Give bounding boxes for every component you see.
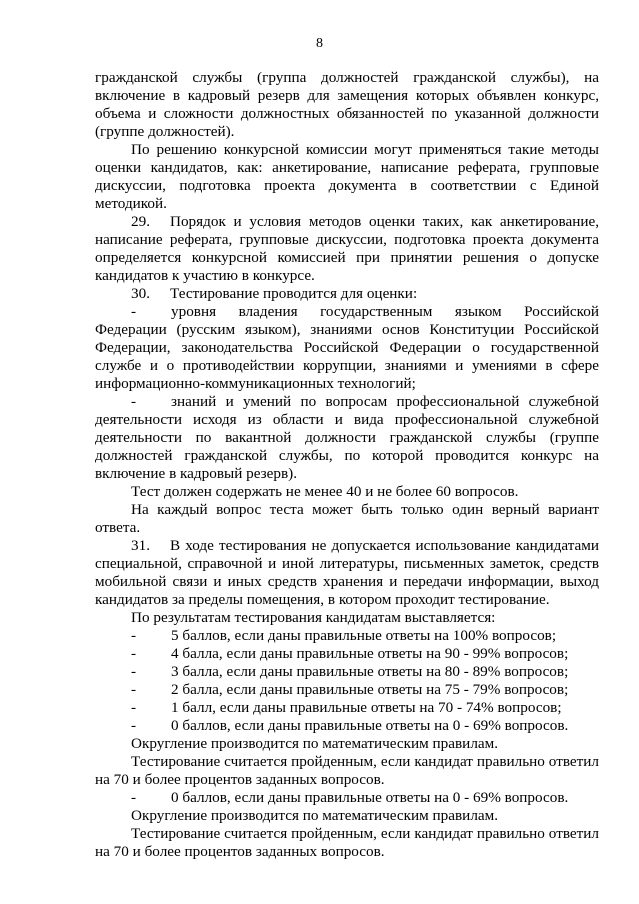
paragraph: На каждый вопрос теста может быть только один верный вариант ответа. [95, 501, 599, 536]
list-item-text: 5 баллов, если даны правильные ответы на 100% вопросов; [171, 627, 557, 644]
list-item-text: 4 балла, если даны правильные ответы на 90 - 99% вопросов; [171, 645, 569, 662]
numbered-paragraph [95, 537, 599, 609]
list-item [95, 789, 599, 807]
paragraph-text: уровня владения государственным языком Российской Федерации (русским языком), знаниями основ Конституции Российской Федерации, законодательства Российской Федерации о государственной службе и о противодействии коррупции, знаниями и умениями в сфере информационно-коммуникационных технологий; [95, 303, 599, 392]
list-item-text: 2 балла, если даны правильные ответы на 75 - 79% вопросов; [171, 681, 569, 698]
paragraph: По решению конкурсной комиссии могут применяться такие методы оценки кандидатов, как: анкетирование, написание реферата, групповые дискуссии, подготовка проекта документа в соответствии с Единой методикой. [95, 141, 599, 212]
list-dash: - [131, 789, 137, 806]
list-dash: - [131, 681, 137, 698]
paragraph: Округление производится по математическим правилам. [131, 807, 499, 824]
list-dash: - [131, 393, 137, 410]
list-item-text: 0 баллов, если даны правильные ответы на 0 - 69% вопросов. [171, 717, 569, 734]
list-item [95, 699, 599, 717]
list-dash: - [131, 645, 137, 662]
paragraph: Тест должен содержать не менее 40 и не более 60 вопросов. [131, 483, 519, 500]
paragraph-number: 30. [131, 285, 150, 302]
paragraph: Округление производится по математическим правилам. [131, 735, 499, 752]
paragraph-text: Порядок и условия методов оценки таких, как анкетирование, написание реферата, групповые дискуссии, подготовка проекта документа определяется конкурсной комиссией при принятии решения о допуске кандидатов к участию в конкурсе. [95, 213, 599, 284]
list-dash: - [131, 699, 137, 716]
paragraph: Тестирование считается пройденным, если кандидат правильно ответил на 70 и более процентов заданных вопросов. [95, 753, 599, 788]
paragraph-text: знаний и умений по вопросам профессиональной служебной деятельности исходя из области и вида профессиональной служебной деятельности по вакантной должности гражданской службы (группе должностей гражданской службы, по которой проводится конкурс на включение в кадровый резерв). [95, 393, 599, 482]
list-item [95, 663, 599, 681]
numbered-paragraph [95, 213, 599, 285]
list-dash: - [131, 717, 137, 734]
paragraph-text: Тестирование проводится для оценки: [170, 285, 418, 302]
list-dash: - [131, 627, 137, 644]
list-item [95, 627, 599, 645]
dash-paragraph [95, 303, 599, 393]
dash-paragraph [95, 393, 599, 483]
paragraph-number: 29. [131, 213, 150, 230]
list-item [95, 717, 599, 735]
list-dash: - [131, 663, 137, 680]
list-item [95, 681, 599, 699]
paragraph-number: 31. [131, 537, 150, 554]
list-item-text: 0 баллов, если даны правильные ответы на 0 - 69% вопросов. [171, 789, 569, 806]
numbered-paragraph [95, 285, 599, 303]
page-number: 8 [316, 36, 323, 51]
paragraph: По результатам тестирования кандидатам выставляется: [131, 609, 496, 626]
paragraph: Тестирование считается пройденным, если кандидат правильно ответил на 70 и более процентов заданных вопросов. [95, 825, 599, 860]
list-item [95, 645, 599, 663]
list-dash: - [131, 303, 137, 320]
document-body [95, 69, 599, 861]
list-item-text: 3 балла, если даны правильные ответы на 80 - 89% вопросов; [171, 663, 569, 680]
list-item-text: 1 балл, если даны правильные ответы на 70 - 74% вопросов; [171, 699, 562, 716]
paragraph-text: В ходе тестирования не допускается использование кандидатами специальной, справочной и иной литературы, письменных заметок, средств мобильной связи и иных средств хранения и передачи информации, выход кандидатов за пределы помещения, в котором проходит тестирование. [95, 537, 599, 608]
paragraph: гражданской службы (группа должностей гражданской службы), на включение в кадровый резерв для замещения которых объявлен конкурс, объема и сложности должностных обязанностей по указанной должности (группе должностей). [95, 69, 599, 140]
